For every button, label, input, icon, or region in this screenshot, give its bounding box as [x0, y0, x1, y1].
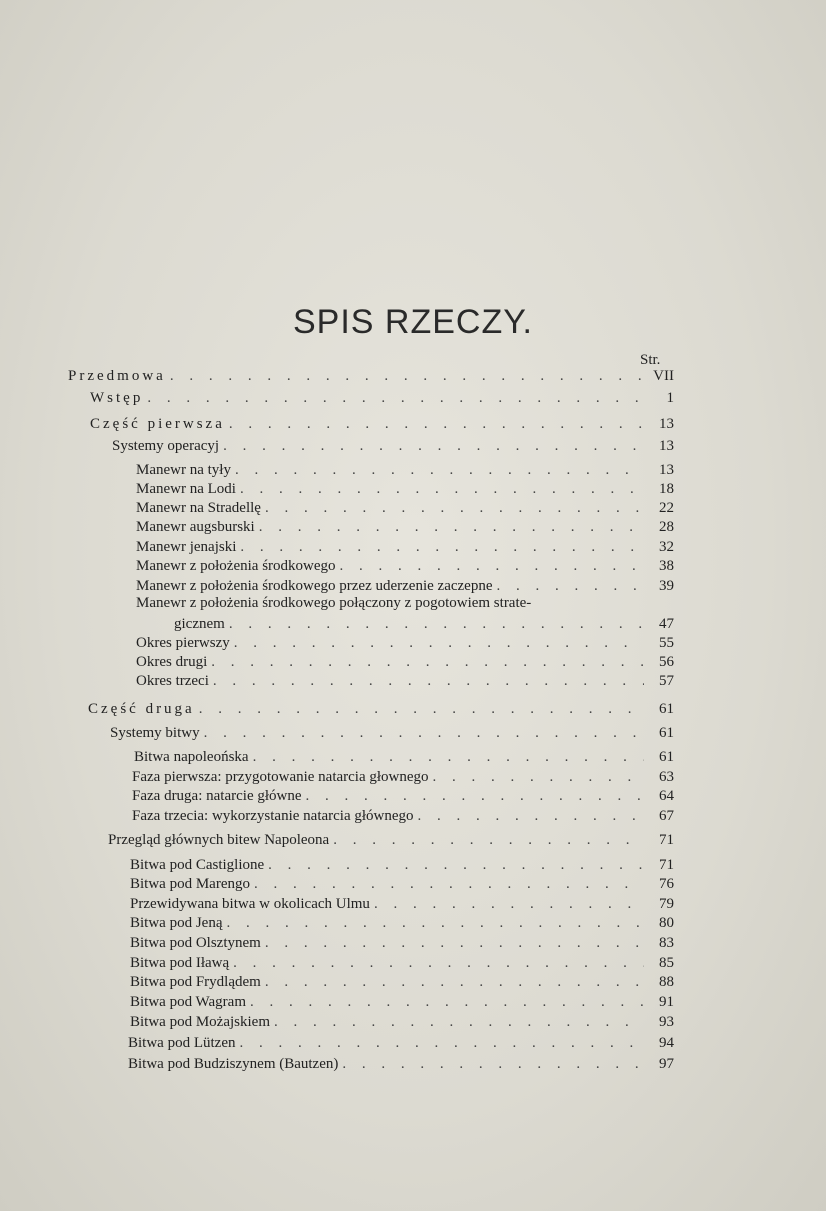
toc-entry-title: Bitwa pod Wagram [130, 994, 246, 1010]
dot-leader [340, 556, 644, 576]
toc-entry-page: 91 [659, 994, 674, 1010]
toc-entry [136, 460, 674, 480]
toc-entry-title: Manewr z położenia środkowego [136, 558, 336, 574]
toc-entry-page: 32 [659, 539, 674, 555]
toc-entry-page: VII [653, 368, 674, 384]
toc-entry-title: Bitwa pod Castiglione [130, 857, 265, 873]
dot-leader [170, 366, 644, 386]
toc-entry-title: Systemy bitwy [110, 725, 200, 741]
toc-entry-page: 38 [659, 558, 674, 574]
toc-entry-title: Bitwa pod Olsztynem [130, 935, 261, 951]
toc-entry [110, 723, 674, 743]
dot-leader [226, 913, 644, 933]
toc-entry-page: 61 [659, 725, 674, 741]
toc-entry [68, 366, 674, 386]
toc-entry [128, 1054, 674, 1074]
dot-leader [229, 414, 644, 434]
dot-leader [235, 460, 644, 480]
dot-leader [274, 1012, 644, 1032]
dot-leader [204, 723, 644, 743]
toc-entry-title: Manewr augsburski [136, 519, 255, 535]
toc-entry-page: 13 [659, 416, 674, 432]
dot-leader [229, 614, 644, 634]
toc-entry [130, 913, 674, 933]
toc-entry [128, 1033, 674, 1053]
dot-leader [240, 537, 644, 557]
toc-entry-page: 39 [659, 578, 674, 594]
toc-entry [130, 972, 674, 992]
toc-entry-title: Wstęp [90, 390, 144, 406]
dot-leader [265, 933, 644, 953]
toc-entry [136, 517, 674, 537]
toc-entry-page: 56 [659, 654, 674, 670]
toc-entry-page: 18 [659, 481, 674, 497]
toc-entry [174, 614, 674, 634]
dot-leader [254, 874, 644, 894]
toc-entry [132, 786, 674, 806]
dot-leader [433, 767, 644, 787]
toc-entry-title: Systemy operacyj [112, 438, 220, 454]
toc-entry-title: Bitwa pod Iławą [130, 955, 230, 971]
toc-entry [136, 652, 674, 672]
toc-entry-page: 28 [659, 519, 674, 535]
toc-entry-title: Bitwa pod Możajskiem [130, 1014, 270, 1030]
toc-entry-page: 88 [659, 974, 674, 990]
toc-entry-title: Bitwa pod Marengo [130, 876, 250, 892]
toc-entry-page: 76 [659, 876, 674, 892]
toc-entry-page: 1 [666, 390, 674, 406]
toc-entry-title: Faza trzecia: wykorzystanie natarcia głównego [132, 808, 414, 824]
toc-entry-page: 47 [659, 616, 674, 632]
toc-entry-title: Przedmowa [68, 368, 166, 384]
toc-entry [112, 436, 674, 456]
toc-entry [132, 806, 674, 826]
dot-leader [342, 1054, 644, 1074]
toc-entry-title: gicznem [174, 616, 225, 632]
dot-leader [333, 830, 644, 850]
toc-entry-title: Przegląd głównych bitew Napoleona [108, 832, 330, 848]
toc-entry-page: 61 [659, 701, 674, 717]
dot-leader [239, 1033, 644, 1053]
toc-entry-title: Część druga [88, 701, 195, 717]
toc-entry [130, 874, 674, 894]
toc-entry [88, 699, 674, 719]
toc-entry-page: 94 [659, 1035, 674, 1051]
toc-entry [90, 388, 674, 408]
dot-leader [211, 652, 644, 672]
toc-entry-title: Bitwa pod Jeną [130, 915, 223, 931]
dot-leader [265, 972, 644, 992]
toc-entry [130, 894, 674, 914]
toc-entry-page: 80 [659, 915, 674, 931]
toc-entry-title: Manewr na Lodi [136, 481, 236, 497]
toc-entry-title: Manewr z położenia środkowego połączony z pogotowiem strate- [136, 595, 532, 611]
toc-entry [130, 933, 674, 953]
toc-entry [136, 671, 674, 691]
toc-entry-page: 13 [659, 438, 674, 454]
toc-entry [130, 992, 674, 1012]
toc-entry-page: 83 [659, 935, 674, 951]
dot-leader [374, 894, 644, 914]
toc-entry-page: 93 [659, 1014, 674, 1030]
toc-entry-page: 13 [659, 462, 674, 478]
toc-entry-title: Bitwa pod Budziszynem (Bautzen) [128, 1056, 339, 1072]
dot-leader [265, 498, 644, 518]
toc-entry-page: 55 [659, 635, 674, 651]
page-title: SPIS RZECZY. [293, 303, 533, 341]
toc-entry-title: Okres trzeci [136, 673, 209, 689]
toc-entry-title: Manewr na tyły [136, 462, 231, 478]
toc-entry-title: Bitwa pod Lützen [128, 1035, 236, 1051]
toc-entry [130, 953, 674, 973]
toc-entry-title: Część pierwsza [90, 416, 225, 432]
dot-leader [253, 747, 644, 767]
dot-leader [240, 479, 644, 499]
dot-leader [259, 517, 644, 537]
dot-leader [268, 855, 644, 875]
toc-entry-page: 57 [659, 673, 674, 689]
dot-leader [233, 953, 644, 973]
toc-entry-title: Bitwa napoleońska [134, 749, 249, 765]
toc-entry-title: Bitwa pod Frydlądem [130, 974, 261, 990]
toc-entry-title: Przewidywana bitwa w okolicach Ulmu [130, 896, 370, 912]
toc-entry-title: Okres pierwszy [136, 635, 230, 651]
dot-leader [250, 992, 644, 1012]
dot-leader [418, 806, 644, 826]
toc-entry [136, 537, 674, 557]
dot-leader [199, 699, 644, 719]
toc-entry-page: 85 [659, 955, 674, 971]
toc-entry-page: 71 [659, 832, 674, 848]
toc-entry [132, 767, 674, 787]
toc-entry [136, 593, 674, 613]
toc-entry-page: 22 [659, 500, 674, 516]
toc-entry-title: Faza druga: natarcie główne [132, 788, 302, 804]
toc-entry [134, 747, 674, 767]
toc-entry [108, 830, 674, 850]
toc-entry-title: Faza pierwsza: przygotowanie natarcia głownego [132, 769, 429, 785]
toc-entry-page: 67 [659, 808, 674, 824]
toc-entry [130, 1012, 674, 1032]
toc-entry-page: 79 [659, 896, 674, 912]
toc-entry-title: Manewr z położenia środkowego przez uderzenie zaczepne [136, 578, 493, 594]
page-column-label: Str. [640, 352, 661, 368]
toc-entry [136, 633, 674, 653]
toc-entry [136, 556, 674, 576]
toc-entry [136, 479, 674, 499]
toc-entry-page: 71 [659, 857, 674, 873]
toc-entry-title: Manewr jenajski [136, 539, 237, 555]
toc-entry-page: 63 [659, 769, 674, 785]
toc-entry-page: 64 [659, 788, 674, 804]
toc-entry [90, 414, 674, 434]
dot-leader [306, 786, 644, 806]
dot-leader [213, 671, 644, 691]
toc-entry [136, 498, 674, 518]
dot-leader [147, 388, 644, 408]
toc-entry-page: 61 [659, 749, 674, 765]
toc-entry-title: Okres drugi [136, 654, 208, 670]
toc-entry [130, 855, 674, 875]
dot-leader [234, 633, 644, 653]
toc-entry-title: Manewr na Stradellę [136, 500, 261, 516]
dot-leader [223, 436, 644, 456]
toc-entry-page: 97 [659, 1056, 674, 1072]
